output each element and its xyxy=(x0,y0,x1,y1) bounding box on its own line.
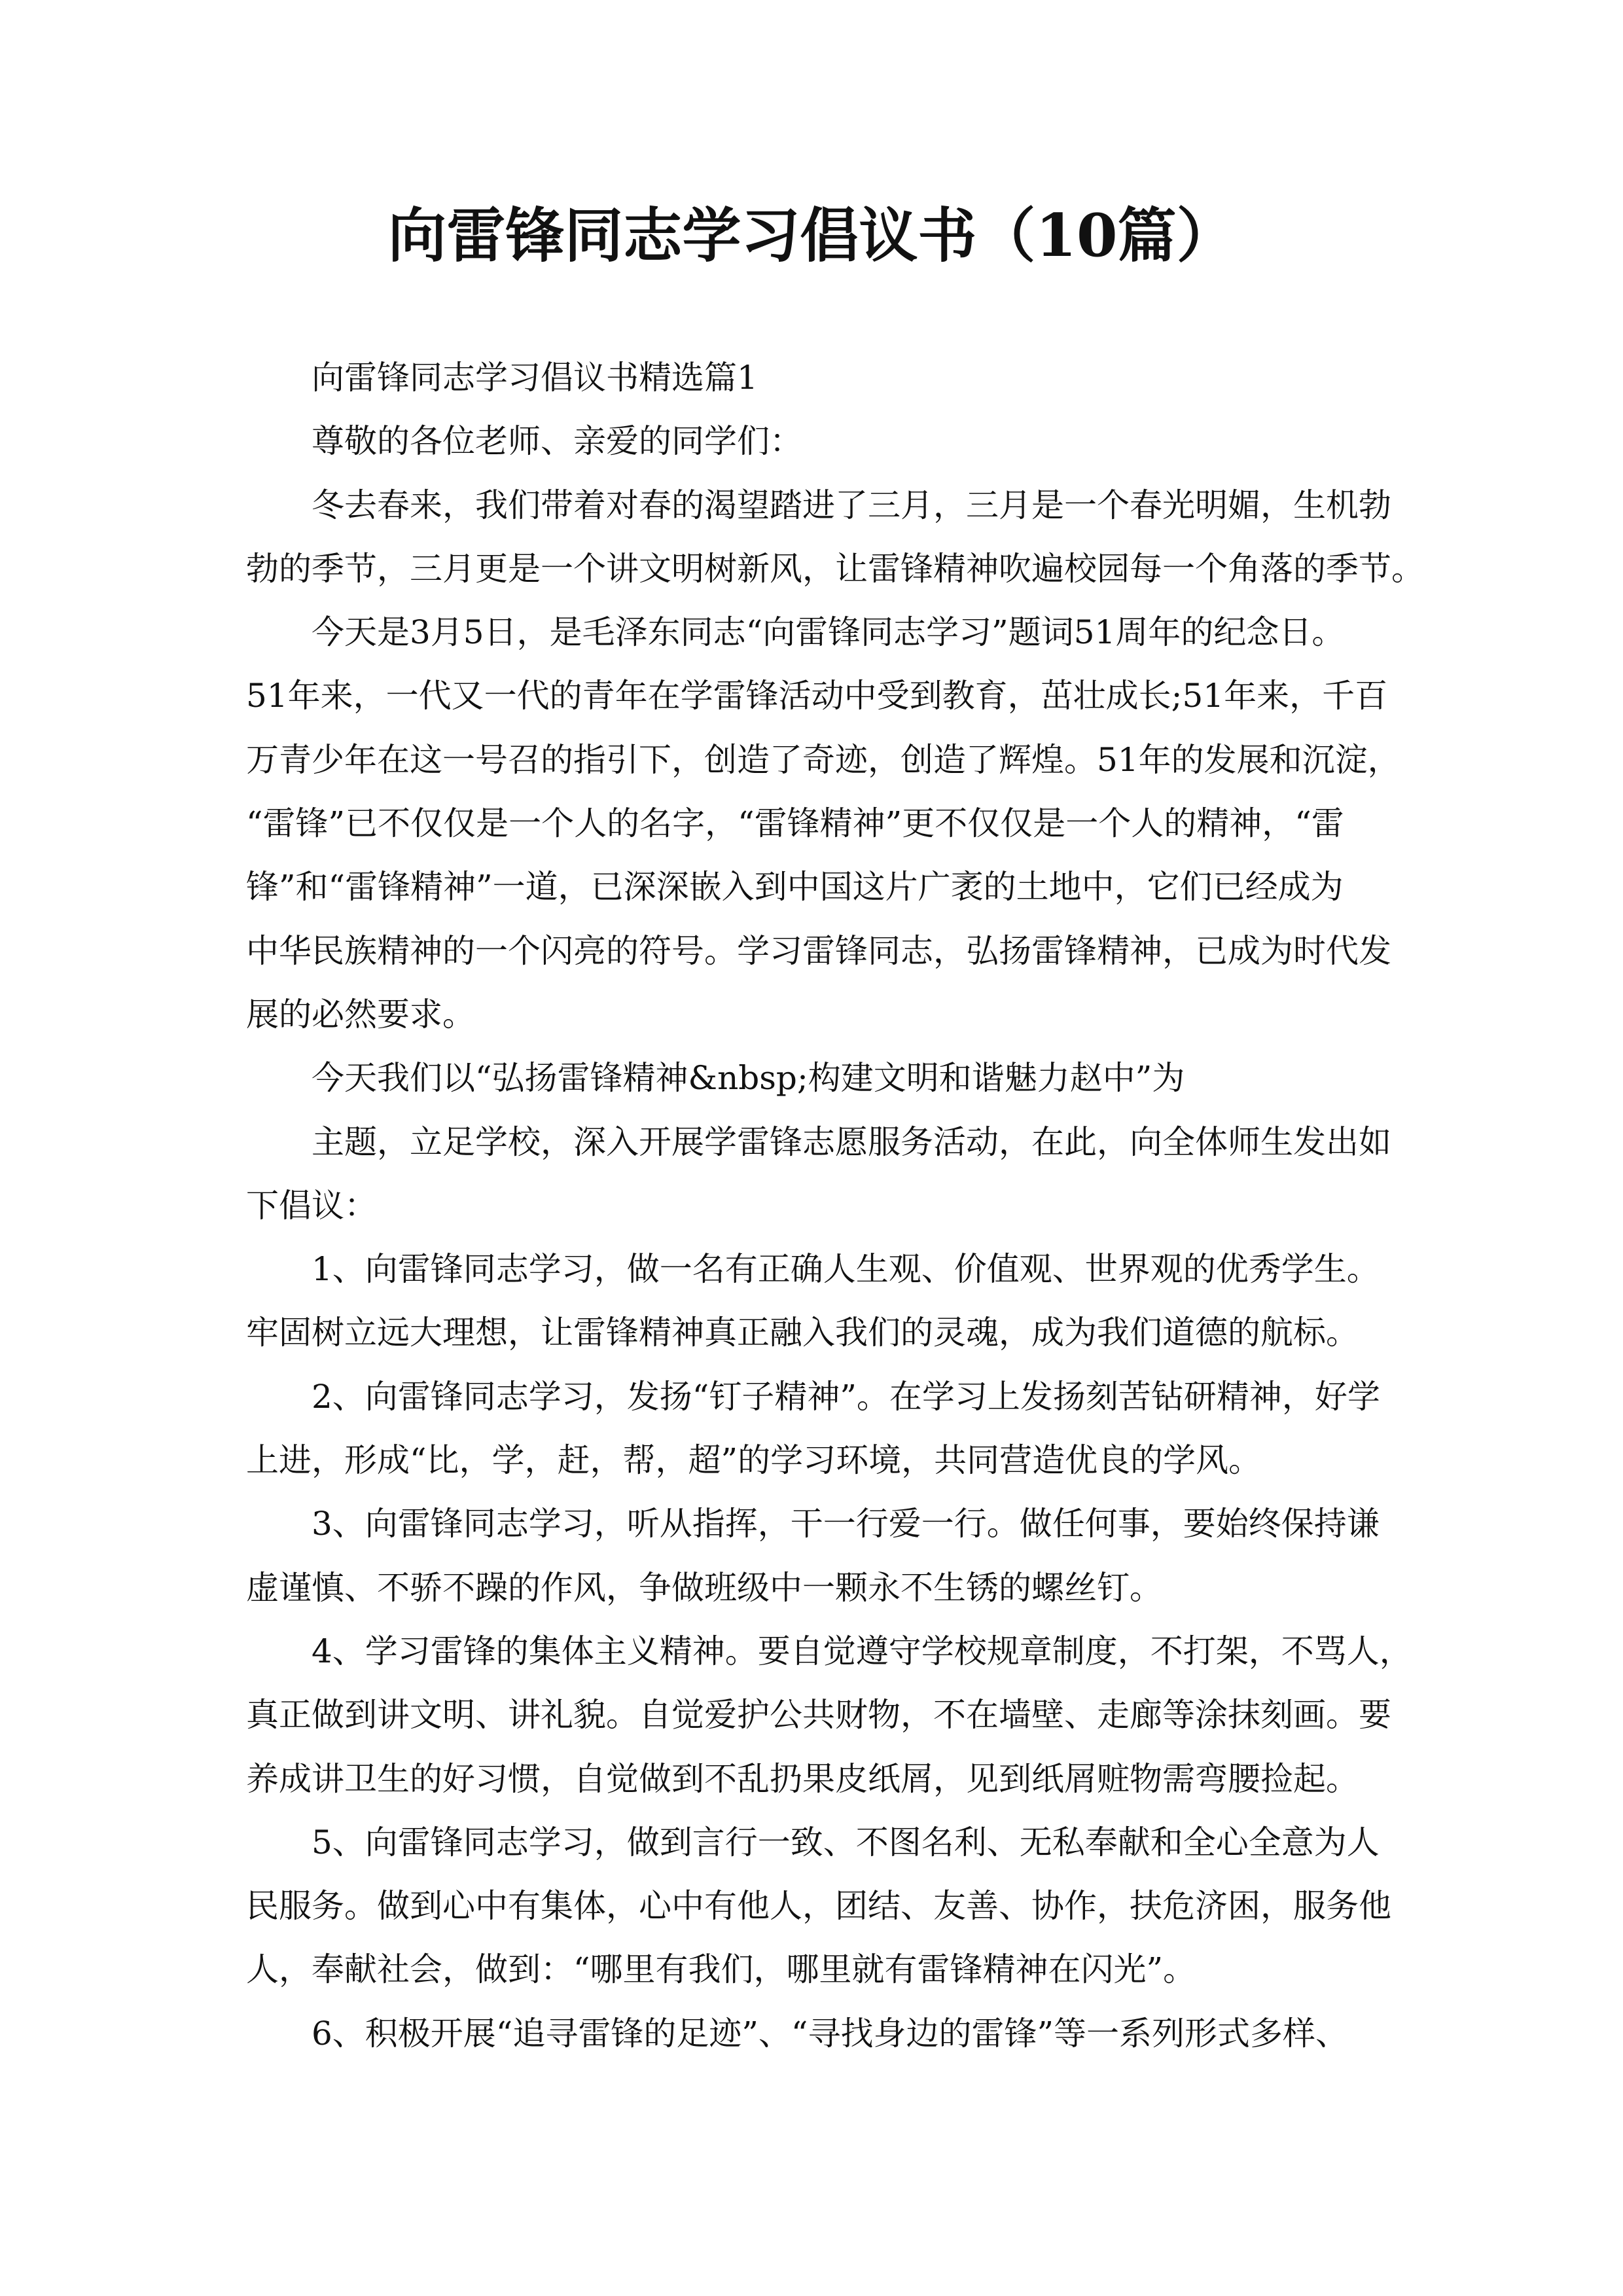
text-line: 6、积极开展“追寻雷锋的足迹”、“寻找身边的雷锋”等一系列形式多样、 xyxy=(312,2014,1349,2053)
document-title: 向雷锋同志学习倡议书（10篇） xyxy=(387,201,1236,270)
text-line: 5、向雷锋同志学习，做到言行一致、不图名利、无私奉献和全心全意为人 xyxy=(312,1823,1380,1861)
text-line: 虚谨慎、不骄不躁的作风，争做班级中一颗永不生锈的螺丝钉。 xyxy=(246,1568,1162,1607)
text-line: 牢固树立远大理想，让雷锋精神真正融入我们的灵魂，成为我们道德的航标。 xyxy=(246,1314,1359,1352)
text-line: 今天是3月5日，是毛泽东同志“向雷锋同志学习”题词51周年的纪念日。 xyxy=(312,613,1345,652)
text-line: 向雷锋同志学习倡议书精选篇1 xyxy=(312,359,758,397)
document-body xyxy=(246,346,1424,2066)
text-line: 2、向雷锋同志学习，发扬“钉子精神”。在学习上发扬刻苦钻研精神，好学 xyxy=(312,1377,1380,1416)
text-line: 展的必然要求。 xyxy=(246,995,475,1033)
text-line: 51年来，一代又一代的青年在学雷锋活动中受到教育，茁壮成长;51年来，千百 xyxy=(246,677,1388,715)
text-line: 勃的季节，三月更是一个讲文明树新风，让雷锋精神吹遍校园每一个角落的季节。 xyxy=(246,549,1424,588)
text-line: 人，奉献社会，做到：“哪里有我们，哪里就有雷锋精神在闪光”。 xyxy=(246,1950,1196,1989)
text-line: 冬去春来，我们带着对春的渴望踏进了三月，三月是一个春光明媚，生机勃 xyxy=(312,486,1391,524)
text-line: 今天我们以“弘扬雷锋精神&nbsp;构建文明和谐魅力赵中”为 xyxy=(312,1059,1185,1098)
text-line: 下倡议： xyxy=(246,1186,377,1225)
text-line: 3、向雷锋同志学习，听从指挥，干一行爱一行。做任何事，要始终保持谦 xyxy=(312,1505,1380,1543)
text-line: 4、学习雷锋的集体主义精神。要自觉遵守学校规章制度，不打架，不骂人， xyxy=(312,1632,1412,1670)
text-line: 主题，立足学校，深入开展学雷锋志愿服务活动，在此，向全体师生发出如 xyxy=(312,1122,1391,1161)
text-line: 1、向雷锋同志学习，做一名有正确人生观、价值观、世界观的优秀学生。 xyxy=(312,1250,1380,1289)
text-line: 民服务。做到心中有集体，心中有他人，团结、友善、协作，扶危济困，服务他 xyxy=(246,1887,1391,1926)
text-line: 锋”和“雷锋精神”一道，已深深嵌入到中国这片广袤的土地中，它们已经成为 xyxy=(246,868,1344,906)
text-line: 养成讲卫生的好习惯，自觉做到不乱扔果皮纸屑，见到纸屑赃物需弯腰捡起。 xyxy=(246,1759,1359,1798)
text-line: 上进，形成“比，学，赶，帮，超”的学习环境，共同营造优良的学风。 xyxy=(246,1441,1262,1480)
text-line: “雷锋”已不仅仅是一个人的名字，“雷锋精神”更不仅仅是一个人的精神，“雷 xyxy=(246,804,1344,843)
text-line: 尊敬的各位老师、亲爱的同学们： xyxy=(312,422,802,461)
text-line: 万青少年在这一号召的指引下，创造了奇迹，创造了辉煌。51年的发展和沉淀， xyxy=(246,740,1400,779)
text-line: 中华民族精神的一个闪亮的符号。学习雷锋同志，弘扬雷锋精神，已成为时代发 xyxy=(246,931,1391,970)
text-line: 真正做到讲文明、讲礼貌。自觉爱护公共财物，不在墙壁、走廊等涂抹刻画。要 xyxy=(246,1696,1391,1734)
